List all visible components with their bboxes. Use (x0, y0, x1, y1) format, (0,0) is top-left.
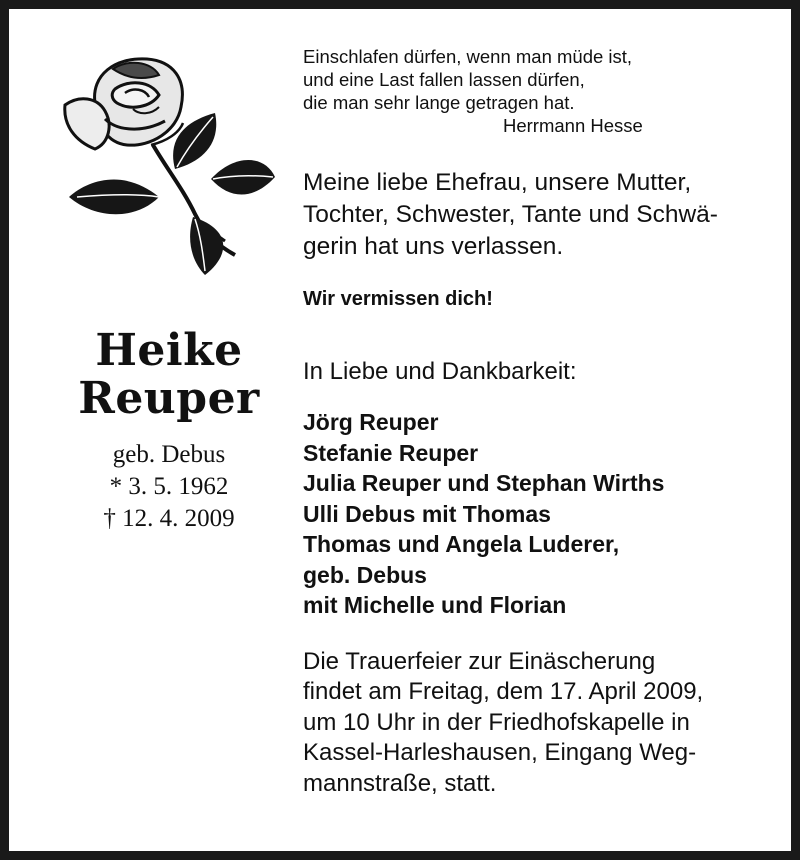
mourner-line: Jörg Reuper (303, 409, 439, 435)
service-info (303, 647, 773, 800)
maiden-name: geb. Debus (112, 441, 226, 468)
service-line: mannstraße, statt. (303, 769, 497, 797)
service-line: um 10 Uhr in der Friedhofskapelle in (303, 708, 690, 736)
birth-date: * 3. 5. 1962 (109, 473, 229, 500)
first-name: Heike (95, 325, 243, 376)
deceased-block (49, 327, 289, 535)
quote-block (303, 45, 773, 137)
service-line: findet am Freitag, dem 17. April 2009, (303, 678, 704, 705)
announcement-line: Meine liebe Ehefrau, unsere Mutter, (303, 169, 692, 196)
quote-line: die man sehr lange getragen hat. (303, 92, 575, 113)
text-column (303, 45, 773, 799)
announcement-line: gerin hat uns verlassen. (303, 233, 564, 260)
mourner-line: Ulli Debus mit Thomas (303, 500, 551, 527)
mourner-line: Stefanie Reuper (303, 439, 479, 466)
announcement-line: Tochter, Schwester, Tante und Schwä- (303, 201, 718, 228)
rose-icon (55, 49, 285, 279)
quote-author: Herrmann Hesse (503, 115, 643, 136)
mourner-line: Julia Reuper und Stephan Wirths (303, 470, 665, 496)
farewell-line: Wir vermissen dich! (303, 288, 493, 310)
mourners-list (303, 407, 773, 621)
announcement (303, 167, 773, 263)
mourner-line: Thomas und Angela Luderer, (303, 531, 620, 557)
last-name: Reuper (78, 373, 260, 424)
thanks-intro: In Liebe und Dankbarkeit: (303, 358, 577, 385)
mourner-line: mit Michelle und Florian (303, 592, 567, 618)
service-line: Kassel-Harleshausen, Eingang Weg- (303, 739, 697, 766)
quote-line: und eine Last fallen lassen dürfen, (303, 69, 585, 90)
death-date: † 12. 4. 2009 (103, 505, 235, 532)
service-line: Die Trauerfeier zur Einäscherung (303, 647, 656, 675)
mourner-line: geb. Debus (303, 561, 427, 588)
quote-line: Einschlafen dürfen, wenn man müde ist, (303, 46, 633, 67)
